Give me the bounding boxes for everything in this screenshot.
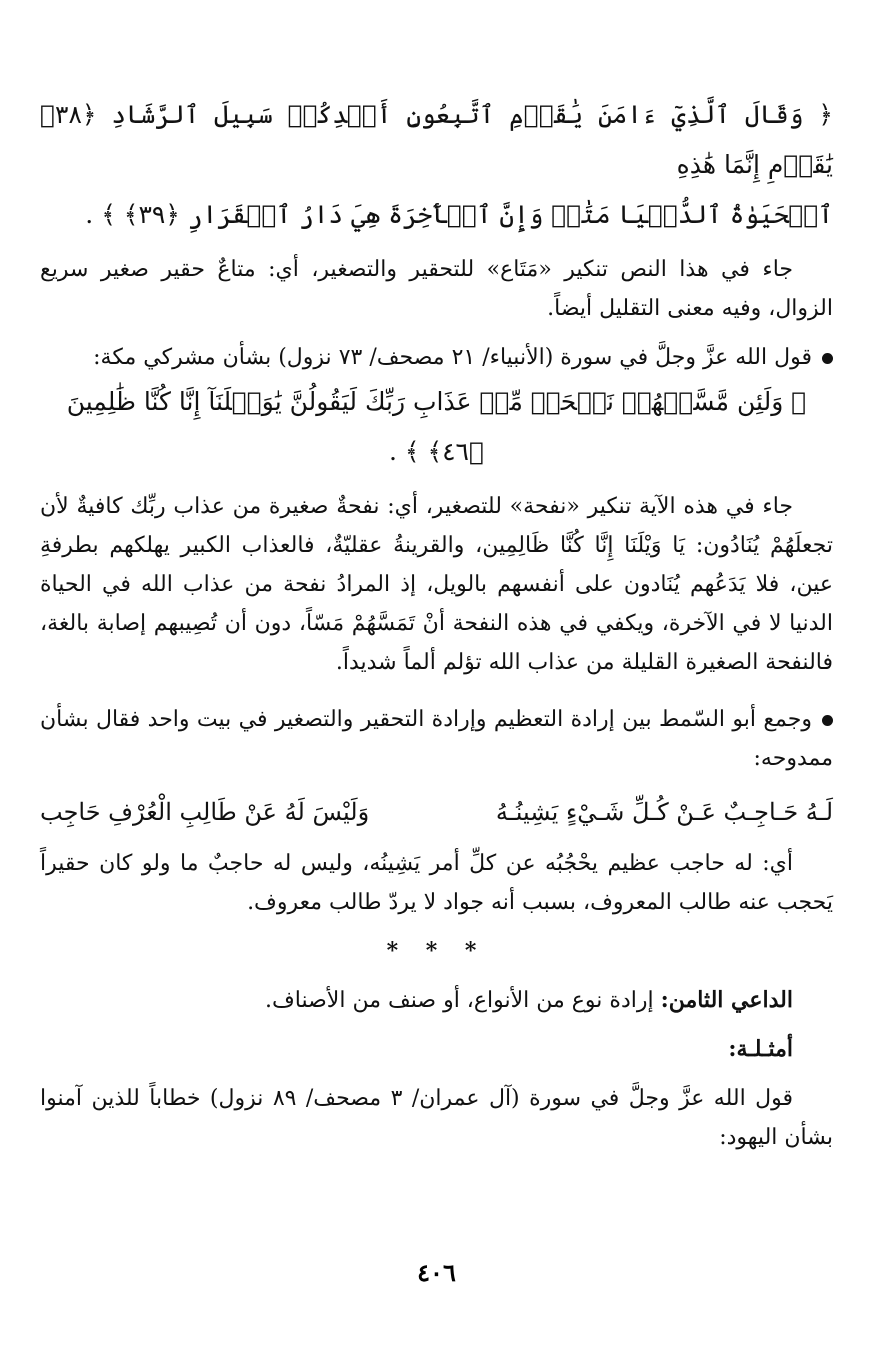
bullet-anbiya [40,338,833,377]
bullet-abu-samt [40,700,833,778]
paragraph-mataa: جاء في هذا النص تنكير «مَتَاع» للتحقير والتصغير، أي: متاعٌ حقير صغير سريع الزوال، وفيه معنى التقليل أيضاً. [40,257,833,321]
section-label: الداعي الثامن: [660,987,793,1013]
examples-heading: أمثـلـة: [728,1036,793,1062]
poem-verse [40,790,833,834]
bullet-icon [822,715,833,726]
poem-first-hemistich: لَـهُ حَـاجِـبٌ عَـنْ كُـلِّ شَـيْءٍ يَشِينُـهُ [495,798,833,826]
bullet-icon [822,353,833,364]
verse-line-2: ٱلۡحَيَوٰةُ ٱلدُّنۡيَا مَتَٰعٞ وَإِنَّ ٱلۡأٓخِرَةَ هِيَ دَارُ ٱلۡقَرَارِ ﴿٣٩﴾ ﴾ . [85,200,833,229]
section-text: إرادة نوع من الأنواع، أو صنف من الأصناف. [264,988,661,1013]
paragraph-nafha: جاء في هذه الآية تنكير «نفحة» للتصغير، أي: نفحةٌ صغيرة من عذاب ربِّك كافيةٌ لأن تجعلَهُمْ يُنَادُون: يَا وَيْلَنَا إِنَّا كُنَّا ظَالِمِين، والقرينةُ عقليّةٌ، فالعذاب الكبير يهلكهم بطرفةِ عين، فلا يَدَعُهم يُنَادون على أنفسهم بالويل، إذ المرادُ نفحة من عذاب الله في الحياة الدنيا لا في الآخرة، ويكفي في هذه النفحة أنْ تَمَسَّهُمْ مَسّاً، دون أن تُصِيبهم إصابة بالغة، فالنفحة الصغيرة القليلة من عذاب الله تؤلم ألماً شديداً. [40,494,833,675]
verse-line-1: ﴿ وَقَالَ ٱلَّذِيٓ ءَامَنَ يَٰقَوۡمِ ٱتَّبِعُونِ أَهۡدِكُمۡ سَبِيلَ ٱلرَّشَادِ ﴿٣٨﴾ يَٰقَوۡمِ إِنَّمَا هَٰذِهِ [40,100,833,179]
page-number: ٤٠٦ [417,1258,456,1287]
poem-second-hemistich: وَلَيْسَ لَهُ عَنْ طَالِبِ الْعُرْفِ حَاجِب [40,798,370,826]
section-separator: * * * [386,938,487,964]
page-body [40,90,833,1157]
section-heading [40,981,833,1020]
quran-verse-anbiya: ﴿ وَلَئِن مَّسَّتۡهُمۡ نَفۡحَةٞ مِّنۡ عَذَابِ رَبِّكَ لَيَقُولُنَّ يَٰوَيۡلَنَآ إِنَّا كُنَّا ظَٰلِمِينَ ﴿٤٦﴾ ﴾ . [66,387,807,466]
quran-verse-ghafir [40,90,833,240]
bullet-abu-samt-text: وجمع أبو السّمط بين إرادة التعظيم وإرادة التحقير والتصغير في بيت واحد فقال بشأن ممدوحه: [40,707,833,771]
paragraph-al-imran: قول الله عزَّ وجلَّ في سورة (آل عمران/ ٣ مصحف/ ٨٩ نزول) خطاباً للذين آمنوا بشأن اليهود: [40,1086,833,1150]
bullet-anbiya-text: قول الله عزَّ وجلَّ في سورة (الأنبياء/ ٢١ مصحف/ ٧٣ نزول) بشأن مشركي مكة: [93,345,812,370]
paragraph-explanation: أي: له حاجب عظيم يحْجُبُه عن كلِّ أمر يَشِينُه، وليس له حاجبٌ ما ولو كان حقيراً يَحجب عنه طالب المعروف، بسبب أنه جواد لا يردّ طالب معروف. [40,851,833,915]
